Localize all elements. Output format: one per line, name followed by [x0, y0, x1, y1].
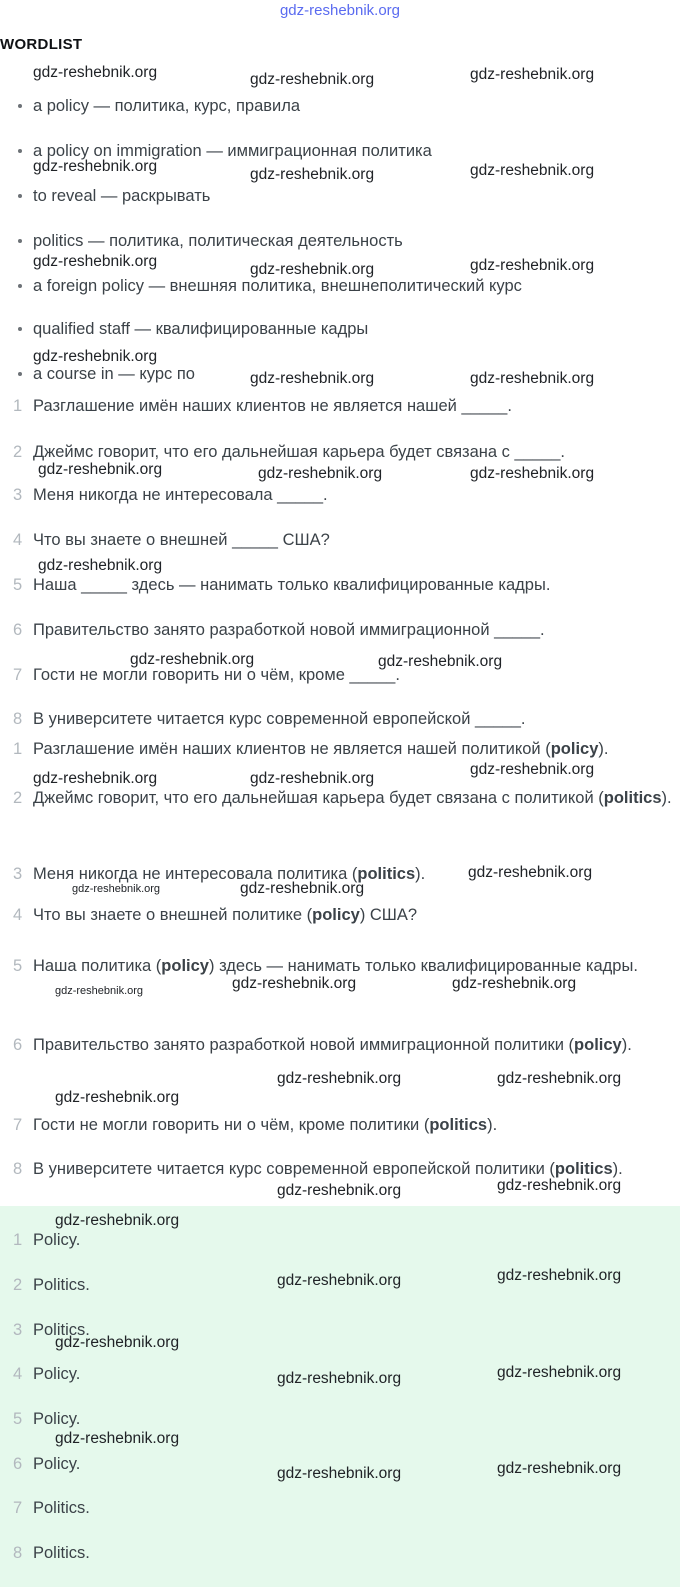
answer-text — [33, 1116, 497, 1134]
watermark: gdz-reshebnik.org — [497, 1460, 622, 1477]
bullet-icon — [18, 239, 22, 243]
item-number: 8 — [13, 1544, 23, 1562]
exercise-text: Джеймс говорит, что его дальнейшая карьера будет связана с _____. — [33, 443, 565, 461]
item-number: 7 — [13, 1116, 23, 1134]
item-number: 6 — [13, 1036, 23, 1054]
watermark: gdz-reshebnik.org — [452, 975, 577, 992]
watermark: gdz-reshebnik.org — [33, 253, 158, 270]
watermark: gdz-reshebnik.org — [55, 1089, 180, 1106]
short-answer-text: Policy. — [33, 1410, 81, 1428]
answer-text-post: ). — [612, 1160, 623, 1178]
item-number: 1 — [13, 1231, 23, 1249]
answer-text-pre: Правительство занято разработкой новой иммиграционной политики ( — [33, 1036, 575, 1054]
item-number: 6 — [13, 1455, 23, 1473]
watermark: gdz-reshebnik.org — [250, 166, 375, 183]
answer-keyword: politics — [357, 865, 416, 883]
answer-text-post: ). — [415, 865, 426, 883]
watermark: gdz-reshebnik.org — [277, 1370, 402, 1387]
watermark: gdz-reshebnik.org — [55, 985, 144, 997]
wordlist-item — [0, 89, 680, 124]
answers-highlight-background — [0, 1206, 680, 1587]
exercise-text: В университете читается курс современной европейской _____. — [33, 710, 526, 728]
answer-keyword: policy — [161, 957, 209, 975]
watermark: gdz-reshebnik.org — [468, 864, 593, 881]
exercise-text: Гости не могли говорить ни о чём, кроме _____. — [33, 666, 400, 684]
answer-text — [33, 865, 425, 883]
watermark: gdz-reshebnik.org — [130, 651, 255, 668]
wordlist-text: a policy on immigration — иммиграционная политика — [33, 142, 432, 160]
watermark: gdz-reshebnik.org — [497, 1070, 622, 1087]
item-number: 5 — [13, 576, 23, 594]
bullet-icon — [18, 284, 22, 288]
answer-text-pre: В университете читается курс современной европейской политики ( — [33, 1160, 555, 1178]
watermark: gdz-reshebnik.org — [470, 465, 595, 482]
exercise-item — [0, 523, 680, 558]
watermark: gdz-reshebnik.org — [497, 1364, 622, 1381]
answer-text — [33, 906, 417, 924]
watermark: gdz-reshebnik.org — [55, 1212, 180, 1229]
bullet-icon — [18, 149, 22, 153]
answer-text-post: ) здесь — нанимать только квалифицированные кадры. — [208, 957, 638, 975]
answer-item — [0, 1028, 680, 1063]
answer-keyword: politics — [429, 1116, 488, 1134]
wordlist-text: a course in — курс по — [33, 365, 195, 383]
watermark: gdz-reshebnik.org — [378, 653, 503, 670]
page-title: WORDLIST — [0, 36, 83, 53]
item-number: 4 — [13, 1365, 23, 1383]
answer-text — [33, 789, 672, 807]
watermark: gdz-reshebnik.org — [250, 770, 375, 787]
watermark: gdz-reshebnik.org — [277, 1182, 402, 1199]
item-number: 4 — [13, 906, 23, 924]
watermark: gdz-reshebnik.org — [72, 883, 161, 895]
watermark: gdz-reshebnik.org — [33, 770, 158, 787]
exercise-item — [0, 613, 680, 648]
watermark: gdz-reshebnik.org — [232, 975, 357, 992]
short-answer-item — [0, 1491, 680, 1526]
answer-text-pre: Наша политика ( — [33, 957, 162, 975]
item-number: 8 — [13, 1160, 23, 1178]
exercise-text: Меня никогда не интересовала _____. — [33, 486, 328, 504]
item-number: 5 — [13, 957, 23, 975]
answer-keyword: policy — [550, 740, 599, 758]
watermark: gdz-reshebnik.org — [240, 880, 365, 897]
watermark: gdz-reshebnik.org — [33, 64, 158, 81]
item-number: 5 — [13, 1410, 23, 1428]
watermark: gdz-reshebnik.org — [55, 1430, 180, 1447]
answer-keyword: politics — [554, 1160, 613, 1178]
answer-text-post: ). — [661, 789, 672, 807]
watermark: gdz-reshebnik.org — [55, 1334, 180, 1351]
watermark: gdz-reshebnik.org — [277, 1070, 402, 1087]
short-answer-text: Policy. — [33, 1231, 81, 1249]
short-answer-text: Politics. — [33, 1321, 90, 1339]
item-number: 2 — [13, 789, 23, 807]
answer-text — [33, 1036, 632, 1054]
item-number: 1 — [13, 397, 23, 415]
short-answer-text: Politics. — [33, 1499, 90, 1517]
site-watermark-link[interactable]: gdz-reshebnik.org — [279, 2, 401, 19]
exercise-text: Наша _____ здесь — нанимать только квалифицированные кадры. — [33, 576, 551, 594]
answer-text-post: ). — [621, 1036, 632, 1054]
item-number: 7 — [13, 666, 23, 684]
bullet-icon — [18, 327, 22, 331]
short-answer-text: Policy. — [33, 1365, 81, 1383]
answer-text-post: ). — [598, 740, 609, 758]
wordlist-text: politics — политика, политическая деятельность — [33, 232, 403, 250]
watermark: gdz-reshebnik.org — [38, 461, 163, 478]
item-number: 2 — [13, 443, 23, 461]
answer-text — [33, 957, 638, 975]
item-number: 7 — [13, 1499, 23, 1517]
item-number: 3 — [13, 865, 23, 883]
watermark: gdz-reshebnik.org — [277, 1272, 402, 1289]
watermark: gdz-reshebnik.org — [497, 1177, 622, 1194]
item-number: 6 — [13, 621, 23, 639]
watermark: gdz-reshebnik.org — [277, 1465, 402, 1482]
wordlist-text: to reveal — раскрывать — [33, 187, 211, 205]
watermark: gdz-reshebnik.org — [250, 370, 375, 387]
answer-keyword: policy — [574, 1036, 622, 1054]
bullet-icon — [18, 104, 22, 108]
exercise-text: Разглашение имён наших клиентов не является нашей _____. — [33, 397, 512, 415]
answer-text-pre: Разглашение имён наших клиентов не является нашей политикой ( — [33, 740, 551, 758]
item-number: 3 — [13, 1321, 23, 1339]
watermark: gdz-reshebnik.org — [33, 158, 158, 175]
bullet-icon — [18, 194, 22, 198]
answer-keyword: policy — [312, 906, 360, 924]
wordlist-text: qualified staff — квалифицированные кадры — [33, 320, 369, 338]
short-answer-text: Politics. — [33, 1276, 90, 1294]
watermark: gdz-reshebnik.org — [470, 257, 595, 274]
watermark: gdz-reshebnik.org — [470, 162, 595, 179]
answer-text-pre: Что вы знаете о внешней политике ( — [33, 906, 313, 924]
answer-text-pre: Гости не могли говорить ни о чём, кроме политики ( — [33, 1116, 430, 1134]
watermark: gdz-reshebnik.org — [250, 261, 375, 278]
exercise-item — [0, 658, 680, 693]
answer-item — [0, 1108, 680, 1143]
watermark: gdz-reshebnik.org — [33, 348, 158, 365]
wordlist-text: a foreign policy — внешняя политика, внешнеполитический курс — [33, 277, 522, 295]
wordlist-item — [0, 312, 680, 347]
item-number: 8 — [13, 710, 23, 728]
watermark: gdz-reshebnik.org — [470, 761, 595, 778]
item-number: 4 — [13, 531, 23, 549]
answer-keyword: politics — [603, 789, 662, 807]
answer-text-pre: Джеймс говорит, что его дальнейшая карьера будет связана с политикой ( — [33, 789, 604, 807]
short-answer-text: Politics. — [33, 1544, 90, 1562]
watermark: gdz-reshebnik.org — [258, 465, 383, 482]
exercise-text: Правительство занято разработкой новой иммиграционной _____. — [33, 621, 545, 639]
exercise-text: Что вы знаете о внешней _____ США? — [33, 531, 330, 549]
answer-text-post: ) США? — [359, 906, 418, 924]
answer-item — [0, 898, 680, 933]
watermark: gdz-reshebnik.org — [470, 66, 595, 83]
watermark: gdz-reshebnik.org — [250, 71, 375, 88]
short-answer-text: Policy. — [33, 1455, 81, 1473]
item-number: 2 — [13, 1276, 23, 1294]
answer-text — [33, 740, 608, 758]
bullet-icon — [18, 372, 22, 376]
short-answer-item — [0, 1536, 680, 1571]
watermark: gdz-reshebnik.org — [497, 1267, 622, 1284]
answer-text-post: ). — [487, 1116, 498, 1134]
item-number: 3 — [13, 486, 23, 504]
exercise-item — [0, 389, 680, 424]
item-number: 1 — [13, 740, 23, 758]
wordlist-text: a policy — политика, курс, правила — [33, 97, 301, 115]
watermark: gdz-reshebnik.org — [38, 557, 163, 574]
watermark: gdz-reshebnik.org — [470, 370, 595, 387]
answer-text-pre: Меня никогда не интересовала политика ( — [33, 865, 358, 883]
